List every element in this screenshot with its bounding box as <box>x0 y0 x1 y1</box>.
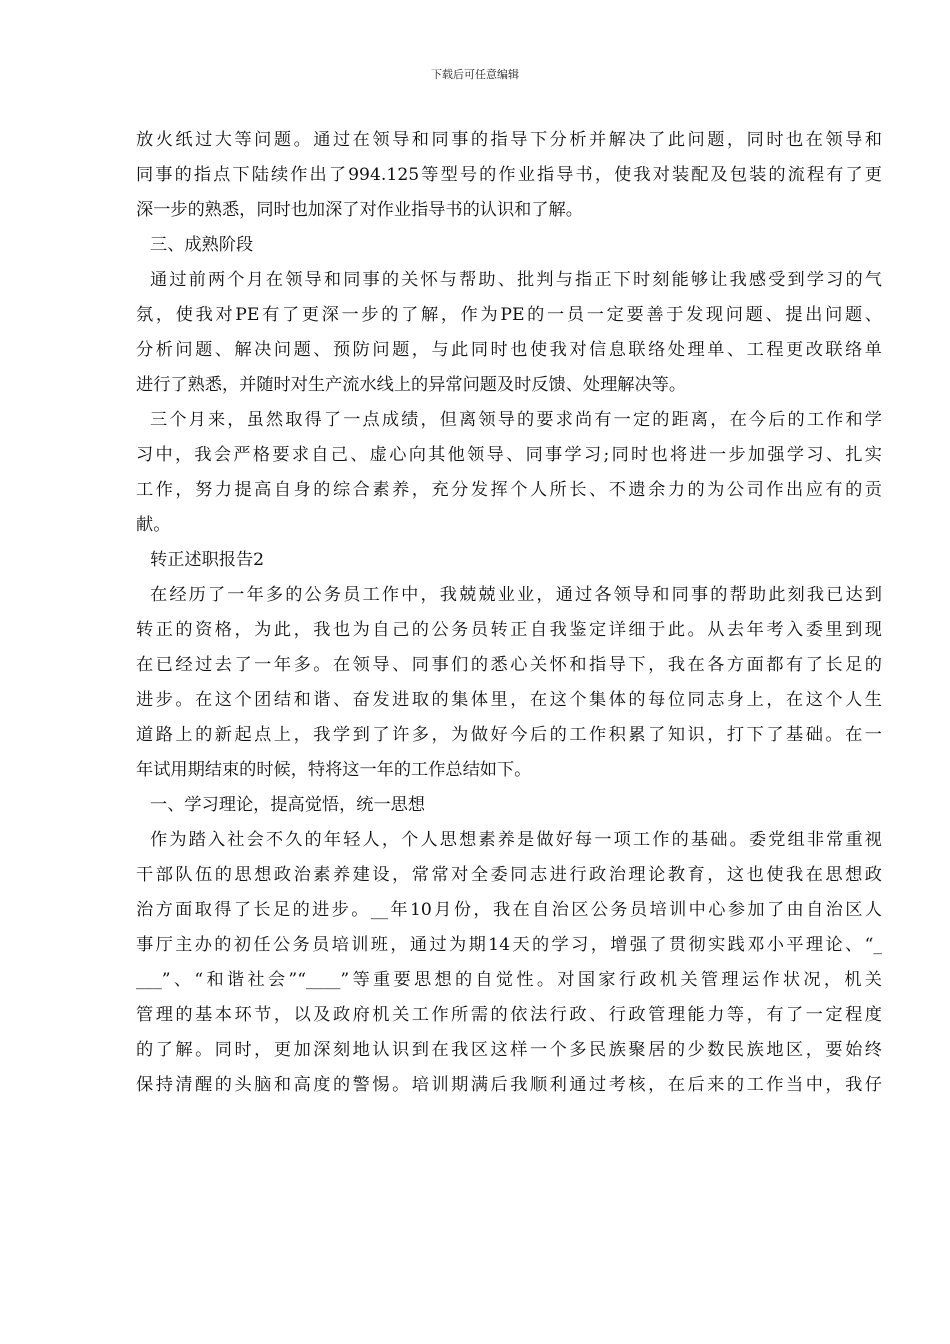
text-line: 治方面取得了长足的进步。__年10月份，我在自治区公务员培训中心参加了由自治区人 <box>136 900 882 920</box>
text-line: 一、学习理论，提高觉悟，统一思想 <box>150 795 426 815</box>
text-line: 献。 <box>136 515 171 535</box>
text-line: 道路上的新起点上，我学到了许多，为做好今后的工作积累了知识，打下了基础。在一 <box>136 725 882 745</box>
text-line: 管理的基本环节，以及政府机关工作所需的依法行政、行政管理能力等，有了一定程度 <box>136 1005 882 1025</box>
text-line: 深一步的熟悉，同时也加深了对作业指导书的认识和了解。 <box>136 200 583 220</box>
text-line: 工作，努力提高自身的综合素养，充分发挥个人所长、不遗余力的为公司作出应有的贡 <box>136 480 882 500</box>
text-line: 保持清醒的头脑和高度的警惕。培训期满后我顺利通过考核，在后来的工作当中，我仔 <box>136 1075 882 1095</box>
text-line: 进步。在这个团结和谐、奋发进取的集体里，在这个集体的每位同志身上，在这个人生 <box>136 690 882 710</box>
text-line: 在已经过去了一年多。在领导、同事们的悉心关怀和指导下，我在各方面都有了长足的 <box>136 655 882 675</box>
text-line: 三、成熟阶段 <box>150 235 254 255</box>
text-line: 放火纸过大等问题。通过在领导和同事的指导下分析并解决了此问题，同时也在领导和 <box>136 130 882 150</box>
text-line: 年试用期结束的时候，特将这一年的工作总结如下。 <box>136 760 532 780</box>
document-body <box>136 123 882 1103</box>
page-header: 下载后可任意编辑 <box>431 68 519 81</box>
text-line: 同事的指点下陆续作出了994.125等型号的作业指导书，使我对装配及包装的流程有了更 <box>136 165 882 185</box>
text-line: 三个月来，虽然取得了一点成绩，但离领导的要求尚有一定的距离，在今后的工作和学 <box>150 410 882 430</box>
text-line: 转正的资格，为此，我也为自己的公务员转正自我鉴定详细于此。从去年考入委里到现 <box>136 620 882 640</box>
text-line: 习中，我会严格要求自己、虚心向其他领导、同事学习;同时也将进一步加强学习、扎实 <box>136 445 882 465</box>
text-line: 作为踏入社会不久的年轻人，个人思想素养是做好每一项工作的基础。委党组非常重视 <box>150 830 882 850</box>
text-line: 转正述职报告2 <box>150 550 265 570</box>
text-line: ___”、“和谐社会”“____”等重要思想的自觉性。对国家行政机关管理运作状况，机关 <box>136 970 882 990</box>
text-line: 进行了熟悉，并随时对生产流水线上的异常问题及时反馈、处理解决等。 <box>136 375 687 395</box>
text-line: 在经历了一年多的公务员工作中，我兢兢业业，通过各领导和同事的帮助此刻我已达到 <box>150 585 882 605</box>
text-line: 的了解。同时，更加深刻地认识到在我区这样一个多民族聚居的少数民族地区，要始终 <box>136 1040 882 1060</box>
text-line: 通过前两个月在领导和同事的关怀与帮助、批判与指正下时刻能够让我感受到学习的气 <box>150 270 882 290</box>
text-line: 分析问题、解决问题、预防问题，与此同时也使我对信息联络处理单、工程更改联络单 <box>136 340 882 360</box>
text-line: 事厅主办的初任公务员培训班，通过为期14天的学习，增强了贯彻实践邓小平理论、“_ <box>136 935 882 955</box>
text-line: 氛，使我对PE有了更深一步的了解，作为PE的一员一定要善于发现问题、提出问题、 <box>136 305 882 325</box>
text-line: 干部队伍的思想政治素养建设，常常对全委同志进行政治理论教育，这也使我在思想政 <box>136 865 882 885</box>
